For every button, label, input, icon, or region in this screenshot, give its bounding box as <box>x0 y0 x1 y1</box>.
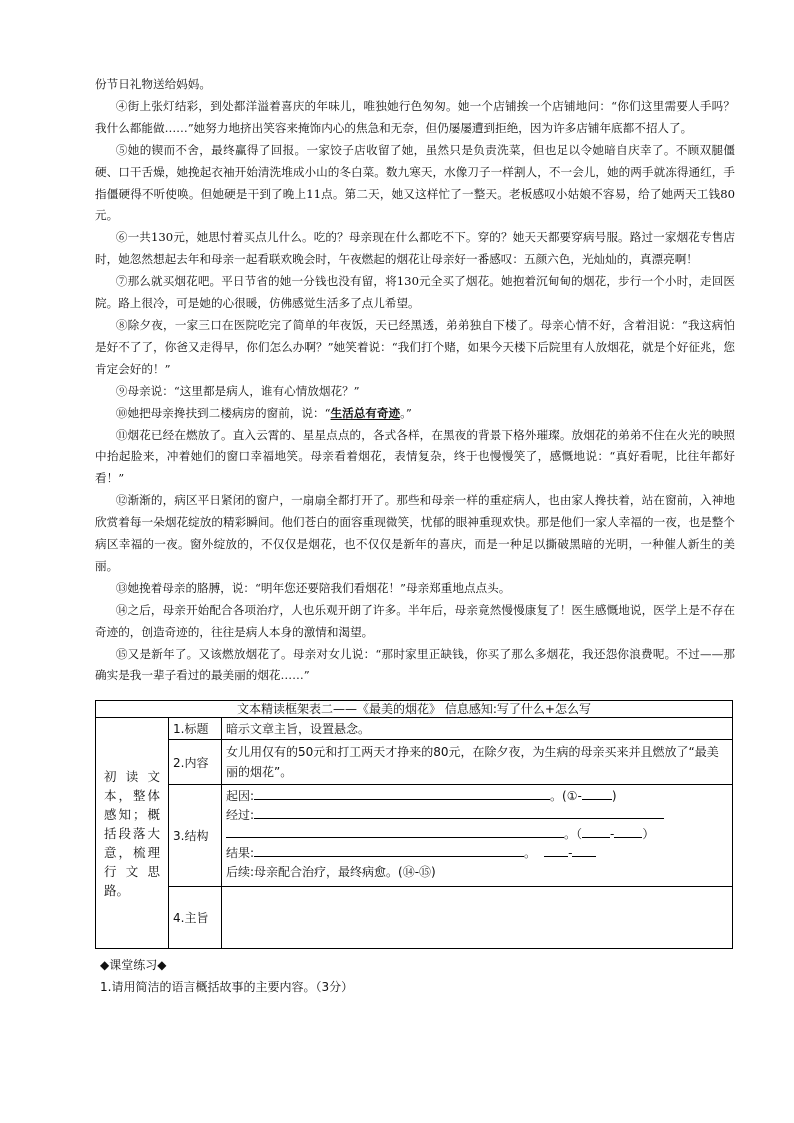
row-label-content: 2.内容 <box>169 740 222 785</box>
result-range-end[interactable] <box>572 844 596 857</box>
row-content-theme[interactable] <box>222 887 733 949</box>
result-range-start[interactable] <box>544 844 568 857</box>
result-blank[interactable] <box>254 844 524 857</box>
paragraph: ⑤她的锲而不舍，最终赢得了回报。一家饺子店收留了她，虽然只是负责洗菜，但也足以令她暗自庆幸了。不顾双腿僵硬、口干舌燥，她挽起衣袖开始清洗堆成小山的冬白菜。数九寒天，水像刀子一样割人，不一会儿，她的两手就冻得通红，手指僵硬得不听使唤。但她硬是干到了晚上11点。第二天，她又这样忙了一整天。老板感叹小姑娘不容易，给了她两天工钱80元。 <box>95 142 735 223</box>
process-blank-1[interactable] <box>254 806 664 819</box>
paragraph: ⑨母亲说：“这里都是病人，谁有心情放烟花？” <box>115 383 360 398</box>
paragraph-text: ⑩她把母亲搀扶到二楼病房的窗前，说：“ <box>115 405 331 420</box>
cause-label: 起因: <box>226 789 255 803</box>
practice-section <box>100 954 353 998</box>
structure-process-line-2 <box>226 825 728 844</box>
paragraph: ⑫渐渐的，病区平日紧闭的窗户，一扇扇全都打开了。那些和母亲一样的重症病人，也由家人搀扶着，站在窗前，入神地欣赏着每一朵烟花绽放的精彩瞬间。他们苍白的面容重现微笑，忧郁的眼神重现欢快。那是他们一家人幸福的一夜，也是整个病区幸福的一夜。窗外绽放的，不仅仅是烟花，也不仅仅是新年的喜庆，而是一种足以撕破黑暗的光明，一种催人新生的美丽。 <box>95 493 735 573</box>
row-content-structure <box>222 785 733 887</box>
article-body <box>95 74 735 687</box>
process-dash: - <box>610 827 615 841</box>
table-caption: 文本精读框架表二——《最美的烟花》 信息感知:写了什么+怎么写 <box>96 701 733 718</box>
row-content-title: 暗示文章主旨，设置悬念。 <box>222 718 733 740</box>
structure-process-line-1 <box>226 806 728 825</box>
result-tail: 。 <box>524 846 537 860</box>
paragraph: ⑭之后，母亲开始配合各项治疗，人也乐观开朗了许多。半年后，母亲竟然慢慢康复了！医生感慨地说，医学上是不存在奇迹的，创造奇迹的，往往是病人本身的激情和渴望。 <box>95 602 735 639</box>
row-label-theme: 4.主旨 <box>169 887 222 949</box>
cause-range-blank[interactable] <box>582 787 612 800</box>
process-blank-2[interactable] <box>226 825 564 838</box>
result-dash: - <box>568 846 573 860</box>
side-label: 初读文本，整体感知；概括段落大意，梳理行文思路。 <box>96 718 169 949</box>
cause-end: ) <box>611 789 617 803</box>
paragraph <box>95 403 735 425</box>
emphasized-quote: 生活总有奇迹 <box>330 405 401 420</box>
paragraph: ④街上张灯结彩，到处都洋溢着喜庆的年味儿，唯独她行色匆匆。她一个店铺挨一个店铺地问：“你们这里需要人手吗？我什么都能做……”她努力地挤出笑容来掩饰内心的焦急和无奈，但仍屡屡遭到拒绝，因为许多店铺年底都不招人了。 <box>95 98 735 135</box>
paragraph-tail: 。” <box>400 405 412 420</box>
paragraph: ⑥一共130元，她思忖着买点儿什么。吃的？母亲现在什么都吃不下。穿的？她天天都要穿病号服。路过一家烟花专售店时，她忽然想起去年和母亲一起看联欢晚会时，午夜燃起的烟花让母亲好一番感叹：五颜六色，光灿灿的，真漂亮啊！ <box>95 230 735 267</box>
row-label-structure: 3.结构 <box>169 785 222 887</box>
structure-cause-line <box>226 787 728 806</box>
process-end: ） <box>642 827 655 841</box>
practice-heading: ◆课堂练习◆ <box>100 958 167 972</box>
paragraph: ⑮又是新年了。又该燃放烟花了。母亲对女儿说：“那时家里正缺钱，你买了那么多烟花，我还怨你浪费呢。不过——那确实是我一辈子看过的最美丽的烟花……” <box>95 646 735 683</box>
structure-result-line <box>226 844 728 863</box>
paragraph: 份节日礼物送给妈妈。 <box>95 77 211 91</box>
paragraph: ⑬她挽着母亲的胳膊，说：“明年您还要陪我们看烟花！”母亲郑重地点点头。 <box>115 580 511 595</box>
process-label: 经过: <box>226 808 255 822</box>
row-label-title: 1.标题 <box>169 718 222 740</box>
paragraph: ⑧除夕夜，一家三口在医院吃完了简单的年夜饭，天已经黑透，弟弟独自下楼了。母亲心情不好，含着泪说：“我这病怕是好不了了，你爸又走得早，你们怎么办啊？”她笑着说：“我们打个赌，如果今天楼下后院里有人放烟花，就是个好征兆，您肯定会好的！” <box>95 317 735 376</box>
cause-blank[interactable] <box>254 787 550 800</box>
process-range-end[interactable] <box>614 825 642 838</box>
process-tail: 。（ <box>564 827 583 841</box>
structure-sequel-line: 后续:母亲配合治疗，最终病愈。(⑭-⑮) <box>226 865 436 879</box>
process-range-start[interactable] <box>582 825 610 838</box>
paragraph: ⑦那么就买烟花吧。平日节省的她一分钱也没有留，将130元全买了烟花。她抱着沉甸甸的烟花，步行一个小时，走回医院。路上很冷，可是她的心很暖，仿佛感觉生活多了点儿希望。 <box>95 274 735 311</box>
question-1: 1.请用简洁的语言概括故事的主要内容。（3分） <box>100 980 354 994</box>
paragraph: ⑪烟花已经在燃放了。直入云霄的、星星点点的，各式各样，在黑夜的背景下格外璀璨。放烟花的弟弟不住在火光的映照中抬起脸来，冲着她们的窗口幸福地笑。母亲看着烟花，表情复杂，终于也慢慢笑了，感慨地说：“真好看呢，比往年都好看！” <box>95 427 735 486</box>
result-label: 结果: <box>226 846 255 860</box>
cause-tail: 。(①- <box>550 789 582 803</box>
reading-framework-table <box>95 700 733 949</box>
row-content-content: 女儿用仅有的50元和打工两天才挣来的80元，在除夕夜，为生病的母亲买来并且燃放了“最美丽的烟花”。 <box>222 740 733 785</box>
